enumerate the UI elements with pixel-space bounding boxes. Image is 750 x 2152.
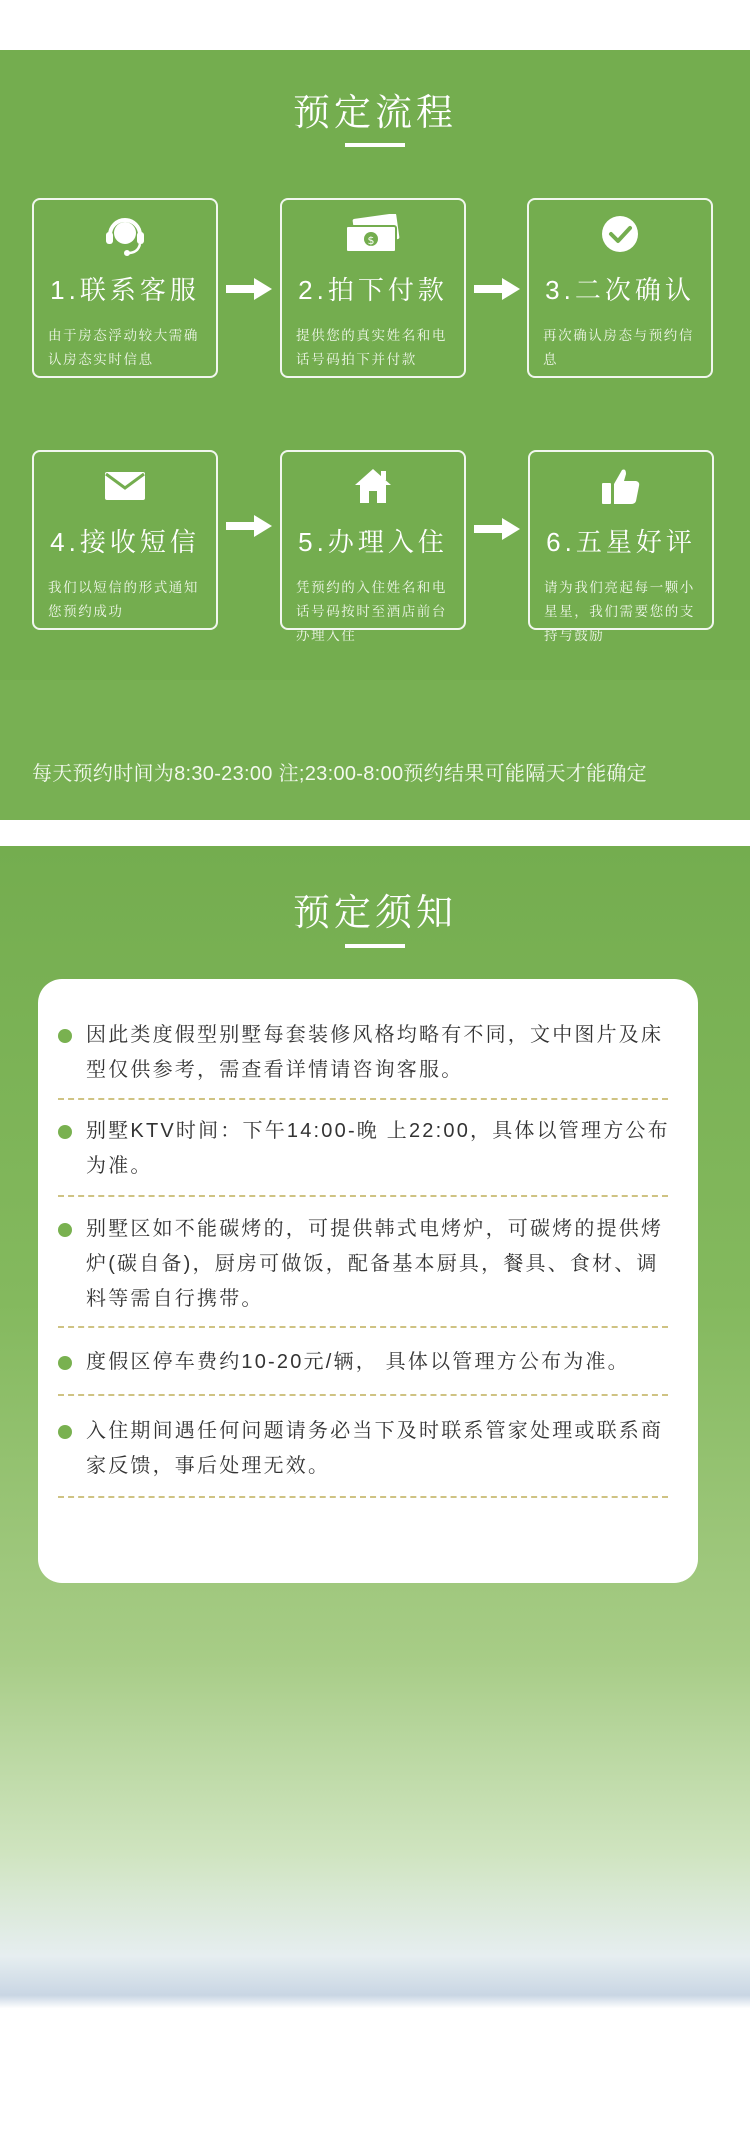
dashed-divider <box>58 1326 668 1328</box>
money-icon <box>282 210 464 258</box>
svg-text:$: $ <box>367 234 375 247</box>
process-title: 预定流程 <box>293 92 457 133</box>
step-title: 3.二次确认 <box>545 275 695 305</box>
step-title: 5.办理入住 <box>298 527 448 557</box>
notice-item-text: 因此类度假型别墅每套装修风格均略有不同，文中图片及床型仅供参考，需查看详情请咨询客服。 <box>86 1024 664 1081</box>
step-desc: 我们以短信的形式通知您预约成功 <box>48 580 199 619</box>
envelope-icon <box>34 462 216 510</box>
step-title: 2.拍下付款 <box>298 275 448 305</box>
step-contact-service <box>32 198 218 378</box>
notice-item-text: 度假区停车费约10-20元/辆， 具体以管理方公布为准。 <box>86 1351 630 1373</box>
step-check-in <box>280 450 466 643</box>
step-five-star-review <box>528 450 714 643</box>
bullet-dot <box>58 1029 72 1043</box>
notice-title: 预定须知 <box>293 892 457 933</box>
step-title: 4.接收短信 <box>50 527 200 557</box>
step-desc: 凭预约的入住姓名和电话号码按时至酒店前台办理入住 <box>296 580 447 643</box>
dashed-divider <box>58 1394 668 1396</box>
notice-item-text: 入住期间遇任何问题请务必当下及时联系管家处理或联系商家反馈，事后处理无效。 <box>86 1420 664 1477</box>
dashed-divider <box>58 1496 668 1498</box>
arrow-right-icon <box>226 278 272 300</box>
headset-icon <box>34 210 216 258</box>
thumbs-up-icon <box>530 462 712 510</box>
notice-title-underline <box>345 944 405 948</box>
arrow-right-icon <box>226 515 272 537</box>
step-title: 6.五星好评 <box>546 527 696 557</box>
dashed-divider <box>58 1098 668 1100</box>
bullet-dot <box>58 1125 72 1139</box>
bullet-dot <box>58 1425 72 1439</box>
step-title: 1.联系客服 <box>50 275 200 305</box>
step-confirm <box>527 198 713 378</box>
notice-item-text: 别墅KTV时间：下午14:00-晚 上22:00，具体以管理方公布为准。 <box>86 1120 670 1177</box>
step-desc: 由于房态浮动较大需确认房态实时信息 <box>48 328 199 367</box>
notice-item-text: 别墅区如不能碳烤的，可提供韩式电烤炉，可碳烤的提供烤炉(碳自备)，厨房可做饭，配备基本厨具，餐具、食材、调料等需自行携带。 <box>86 1218 664 1310</box>
bullet-dot <box>58 1356 72 1370</box>
process-title-underline <box>345 143 405 147</box>
arrow-right-icon <box>474 518 520 540</box>
booking-time-text: 每天预约时间为8:30-23:00 注;23:00-8:00预约结果可能隔天才能确定 <box>32 763 647 785</box>
home-icon <box>282 462 464 510</box>
step-pay <box>280 198 466 378</box>
step-desc: 再次确认房态与预约信息 <box>543 328 694 367</box>
step-desc: 提供您的真实姓名和电话号码拍下并付款 <box>296 328 447 367</box>
dashed-divider <box>58 1195 668 1197</box>
check-circle-icon <box>529 210 711 258</box>
step-desc: 请为我们亮起每一颗小星星，我们需要您的支持与鼓励 <box>544 580 695 643</box>
arrow-right-icon <box>474 278 520 300</box>
booking-time-band <box>0 680 750 820</box>
step-receive-sms <box>32 450 218 630</box>
bullet-dot <box>58 1223 72 1237</box>
